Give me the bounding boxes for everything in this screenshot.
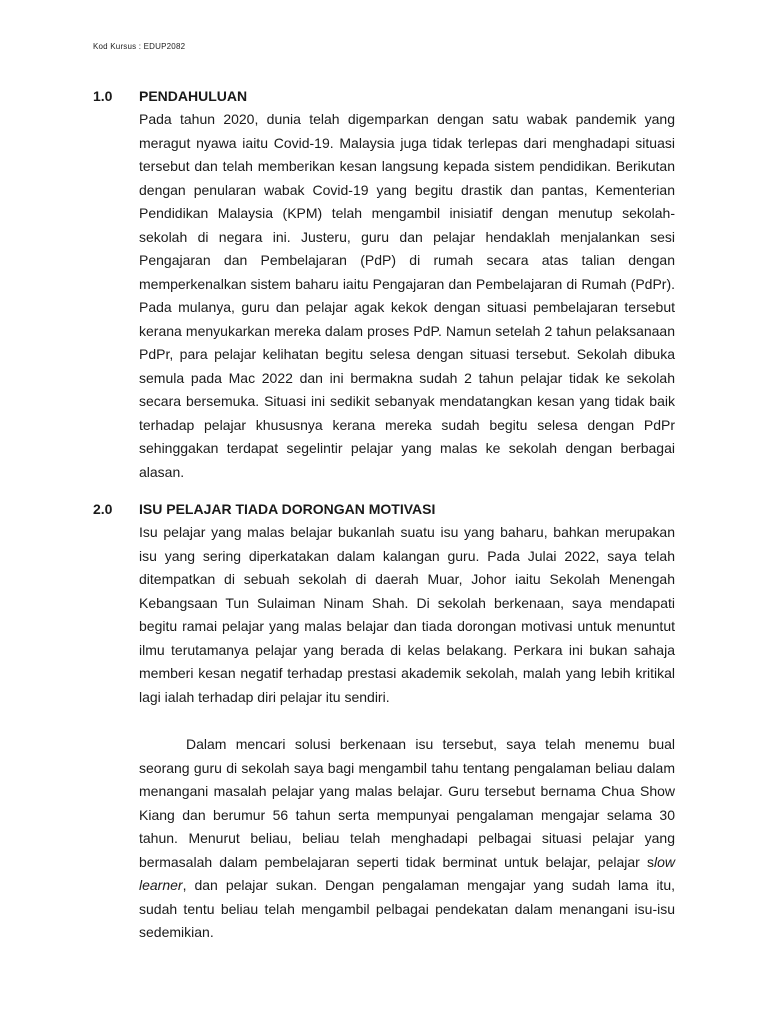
- paragraph-text: Dalam mencari solusi berkenaan isu tersebut, saya telah menemu bual seorang guru di sekolah saya bagi mengambil tahu tentang pengalaman beliau dalam menangani masalah pelajar yang malas belajar. Guru tersebut bernama Chua Show Kiang dan berumur 56 tahun serta mempunyai pengalaman mengajar selama 30 tahun. Menurut beliau, beliau telah menghadapi pelbagai situasi pelajar yang bermasalah dalam pembelajaran seperti tidak berminat untuk belajar, pelajar s: [139, 736, 675, 870]
- section-title: PENDAHULUAN: [139, 88, 248, 104]
- paragraph: [139, 733, 675, 945]
- section-heading: [93, 500, 675, 518]
- course-code-header: Kod Kursus : EDUP2082: [93, 42, 186, 51]
- section-number: 1.0: [93, 88, 113, 104]
- paragraph: Pada tahun 2020, dunia telah digemparkan dengan satu wabak pandemik yang meragut nyawa iaitu Covid-19. Malaysia juga tidak terlepas dari menghadapi situasi tersebut dan telah memberikan kesan langsung kepada sistem pendidikan. Berikutan dengan penularan wabak Covid-19 yang begitu drastik dan pantas, Kementerian Pendidikan Malaysia (KPM) telah mengambil inisiatif dengan menutup sekolah-sekolah di negara ini. Justeru, guru dan pelajar hendaklah menjalankan sesi Pengajaran dan Pembelajaran (PdP) di rumah secara atas talian dengan memperkenalkan sistem baharu iaitu Pengajaran dan Pembelajaran di Rumah (PdPr). Pada mulanya, guru dan pelajar agak kekok dengan situasi pembelajaran tersebut kerana menyukarkan mereka dalam proses PdP. Namun setelah 2 tahun pelaksanaan PdPr, para pelajar kelihatan begitu selesa dengan situasi tersebut. Sekolah dibuka semula pada Mac 2022 dan ini bermakna sudah 2 tahun pelajar tidak ke sekolah secara bersemuka. Situasi ini sedikit sebanyak mendatangkan kesan yang tidak baik terhadap pelajar khususnya kerana mereka sudah begitu selesa dengan PdPr sehinggakan terdapat segelintir pelajar yang malas ke sekolah dengan berbagai alasan.: [139, 111, 675, 480]
- italic-term: low learner: [139, 853, 675, 893]
- paragraph-text: , dan pelajar sukan. Dengan pengalaman mengajar yang sudah lama itu, sudah tentu beliau telah mengambil pelbagai pendekatan dalam menangani isu-isu sedemikian.: [139, 877, 675, 940]
- section-title: ISU PELAJAR TIADA DORONGAN MOTIVASI: [139, 501, 436, 517]
- section-number: 2.0: [93, 501, 113, 517]
- paragraph: Isu pelajar yang malas belajar bukanlah suatu isu yang baharu, bahkan merupakan isu yang sering diperkatakan dalam kalangan guru. Pada Julai 2022, saya telah ditempatkan di sebuah sekolah di daerah Muar, Johor iaitu Sekolah Menengah Kebangsaan Tun Sulaiman Ninam Shah. Di sekolah berkenaan, saya mendapati begitu ramai pelajar yang malas belajar dan tiada dorongan motivasi untuk menuntut ilmu terutamanya pelajar yang berada di kelas belakang. Perkara ini bukan sahaja memberi kesan negatif terhadap prestasi akademik sekolah, malah yang lebih kritikal lagi ialah terhadap diri pelajar itu sendiri.: [139, 524, 675, 705]
- section-introduction: [93, 87, 675, 498]
- section-motivation-issue: [93, 500, 675, 959]
- section-heading: [93, 87, 675, 105]
